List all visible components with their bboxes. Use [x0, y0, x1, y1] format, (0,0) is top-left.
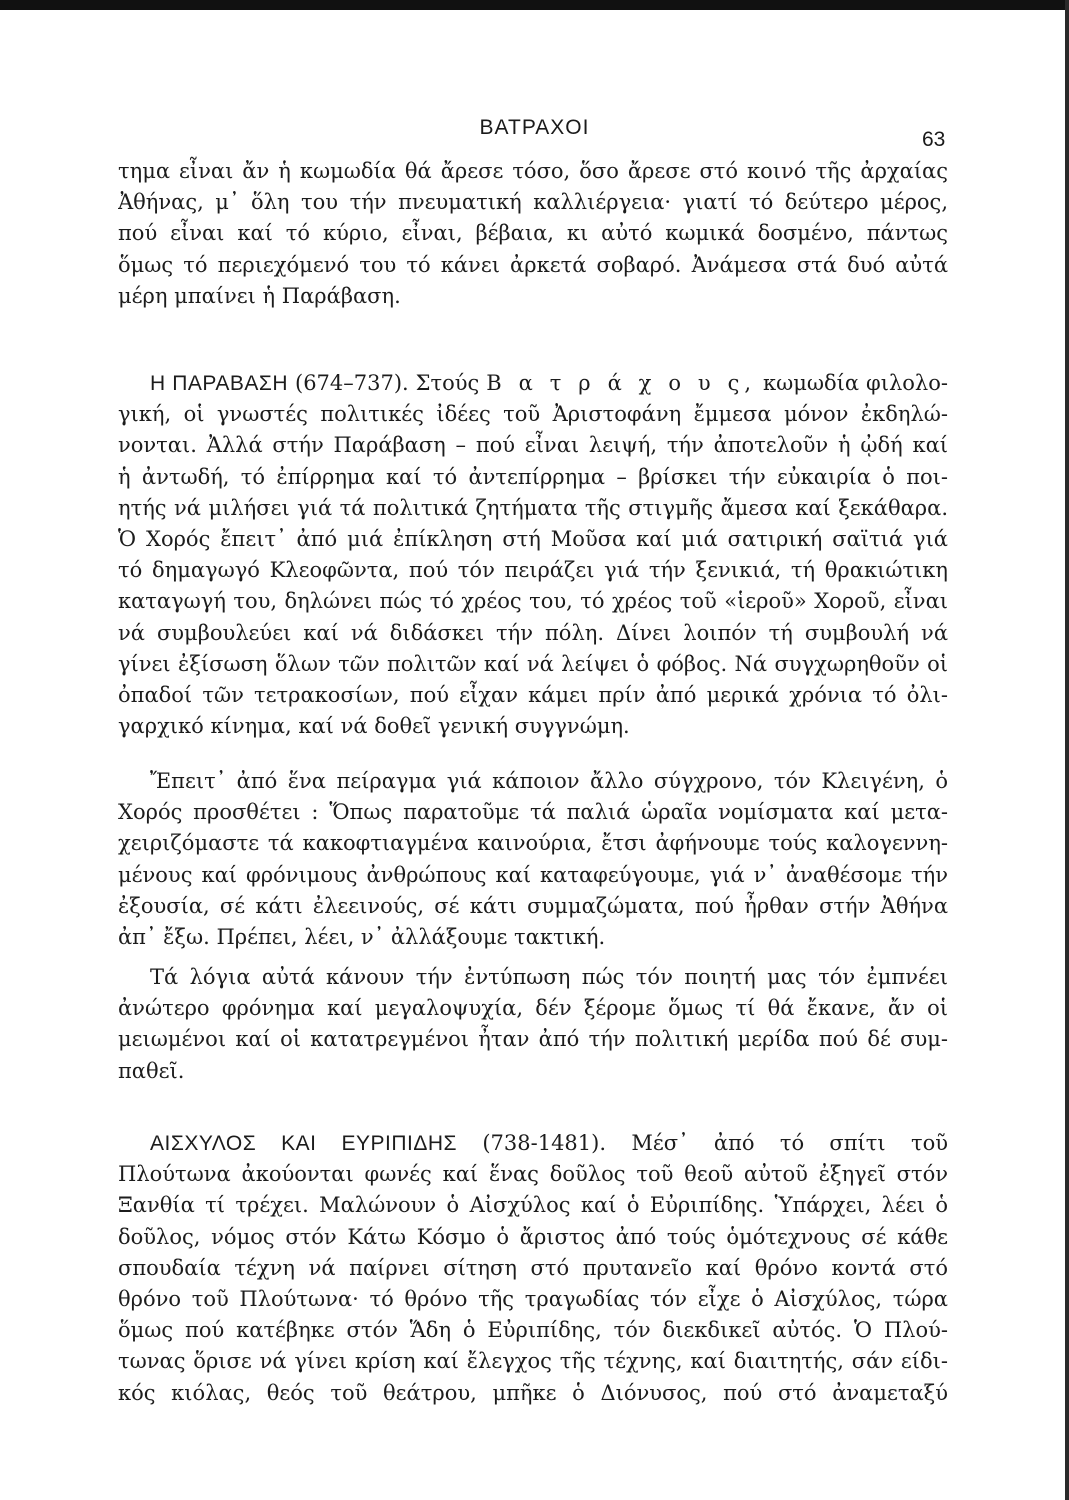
paragraph — [118, 766, 948, 953]
text-line: χειριζόμαστε τά κακοφτιαγμένα καινούρια, ἔτσι ἀφήνουμε τούς καλογεννη- — [118, 831, 948, 856]
text-line: νονται. Ἀλλά στήν Παράβαση – πού εἶναι λειψή, τήν ἀποτελοῦν ἡ ᾠδή καί — [118, 433, 948, 458]
text-line: Πλούτωνα ἀκούονται φωνές καί ἕνας δοῦλος τοῦ θεοῦ αὐτοῦ ἐξηγεῖ στόν — [118, 1162, 948, 1187]
text-line: ἀπ᾽ ἔξω. Πρέπει, λέει, ν᾽ ἀλλάξουμε τακτική. — [118, 924, 606, 949]
text-line: Ξανθία τί τρέχει. Μαλώνουν ὁ Αἰσχύλος καί ὁ Εὐριπίδης. Ὑπάρχει, λέει ὁ — [118, 1193, 948, 1218]
text-line: καταγωγή του, δηλώνει πώς τό χρέος του, τό χρέος τοῦ «ἱεροῦ» Χοροῦ, εἶναι — [118, 589, 948, 614]
text-line: Ἔπειτ᾽ ἀπό ἕνα πείραγμα γιά κάποιον ἄλλο σύγχρονο, τόν Κλειγένη, ὁ — [150, 769, 948, 793]
text-line: πού εἶναι καί τό κύριο, εἶναι, βέβαια, κι αὐτό κωμικά δοσμένο, πάντως — [118, 221, 948, 246]
text-line: θρόνο τοῦ Πλούτωνα· τό θρόνο τῆς τραγωδίας τόν εἶχε ὁ Αἰσχύλος, τώρα — [118, 1286, 948, 1311]
verse-range: (674–737). — [295, 371, 409, 395]
text-line: ὅμως τό περιεχόμενό του τό κάνει ἀρκετά σοβαρό. Ἀνάμεσα στά δυό αὐτά — [118, 252, 948, 277]
scan-top-border — [0, 0, 1069, 10]
paragraph — [118, 962, 948, 1087]
text-line: Ἀθήνας, μ᾽ ὅλη του τήν πνευματική καλλιέργεια· γιατί τό δεύτερο μέρος, — [118, 190, 948, 215]
text-fragment: Μέσ᾽ ἀπό τό σπίτι τοῦ — [631, 1131, 948, 1155]
play-title-spaced: Β α τ ρ ά χ ο υ ς, — [486, 371, 757, 395]
text-line: δοῦλος, νόμος στόν Κάτω Κόσμο ὁ ἄριστος ἀπό τούς ὁμότεχνους σέ κάθε — [118, 1224, 948, 1249]
text-line: ἐξουσία, σέ κάτι ἐλεεινούς, σέ κάτι συμμαζώματα, πού ἦρθαν στήν Ἀθήνα — [118, 893, 948, 918]
text-line: σπουδαία τέχνη νά παίρνει σίτηση στό πρυτανεῖο καί θρόνο κοντά στό — [118, 1255, 948, 1280]
text-line: μένους καί φρόνιμους ἀνθρώπους καί καταφεύγουμε, γιά ν᾽ ἀναθέσομε τήν — [118, 862, 948, 887]
text-line: ἀνώτερο φρόνημα καί μεγαλοψυχία, δέν ξέρομε ὅμως τί θά ἔκανε, ἄν οἱ — [118, 996, 948, 1021]
text-line: ὀπαδοί τῶν τετρακοσίων, πού εἶχαν κάμει πρίν ἀπό μερικά χρόνια τό ὀλι- — [118, 682, 948, 707]
text-line: γαρχικό κίνημα, καί νά δοθεῖ γενική συγγνώμη. — [118, 714, 630, 739]
section-heading-line — [118, 368, 948, 399]
text-line: ὅμως πού κατέβηκε στόν Ἅδη ὁ Εὐριπίδης, τόν διεκδικεῖ αὐτός. Ὁ Πλού- — [118, 1318, 948, 1343]
text-line: τό δημαγωγό Κλεοφῶντα, πού τόν πειράζει γιά τήν ξενικιά, τή θρακιώτικη — [118, 558, 948, 583]
text-line: γική, οἱ γνωστές πολιτικές ἰδέες τοῦ Ἀριστοφάνη ἔμμεσα μόνον ἐκδηλώ- — [118, 402, 948, 427]
text-fragment: Στούς — [415, 371, 480, 395]
text-line: παθεῖ. — [118, 1058, 185, 1083]
text-line: ητής νά μιλήσει γιά τά πολιτικά ζητήματα τῆς στιγμῆς ἄμεσα καί ξεκάθαρα. — [118, 495, 948, 520]
text-line: Τά λόγια αὐτά κάνουν τήν ἐντύπωση πώς τόν ποιητή μας τόν ἐμπνέει — [150, 965, 948, 989]
scan-right-border — [1065, 0, 1069, 1500]
section-heading-line — [118, 1128, 948, 1159]
text-fragment: κωμωδία φιλολο- — [763, 371, 948, 395]
text-line: νά συμβουλεύει καί νά διδάσκει τήν πόλη. Δίνει λοιπόν τή συμβουλή νά — [118, 620, 948, 645]
text-line: μειωμένοι καί οἱ κατατρεγμένοι ἦταν ἀπό τήν πολιτική μερίδα πού δέ συμ- — [118, 1027, 948, 1052]
text-line: ἡ ἀντωδή, τό ἐπίρρημα καί τό ἀντεπίρρημα – βρίσκει τήν εὐκαιρία ὁ ποι- — [118, 464, 948, 489]
section-aischylos-euripides — [118, 1128, 948, 1409]
text-line: Ὁ Χορός ἔπειτ᾽ ἀπό μιά ἐπίκληση στή Μοῦσα καί μιά σατιρική σαϊτιά γιά — [118, 526, 948, 551]
section-heading: ΑΙΣΧΥΛΟΣ ΚΑΙ ΕΥΡΙΠΙΔΗΣ — [150, 1132, 458, 1155]
paragraph-continuation — [118, 156, 948, 312]
page-number: 63 — [922, 128, 946, 151]
verse-range: (738-1481). — [482, 1131, 607, 1155]
section-heading: Η ΠΑΡΑΒΑΣΗ — [150, 372, 289, 395]
text-line: τωνας ὅρισε νά γίνει κρίση καί ἔλεγχος τῆς τέχνης, καί διαιτητής, σάν είδι- — [118, 1349, 948, 1374]
text-line: μέρη μπαίνει ἡ Παράβαση. — [118, 283, 401, 308]
text-line: κός κιόλας, θεός τοῦ θεάτρου, μπῆκε ὁ Διόνυσος, πού στό ἀναμεταξύ — [118, 1380, 948, 1405]
section-parabasi — [118, 368, 948, 742]
text-line: Χορός προσθέτει : Ὅπως παρατοῦμε τά παλιά ὡραῖα νομίσματα καί μετα- — [118, 800, 948, 825]
text-line: γίνει ἐξίσωση ὅλων τῶν πολιτῶν καί νά λείψει ὁ φόβος. Νά συγχωρηθοῦν οἱ — [118, 651, 948, 676]
running-title: ΒΑΤΡΑΧΟΙ — [479, 116, 590, 139]
text-line: τημα εἶναι ἄν ἡ κωμωδία θά ἄρεσε τόσο, ὅσο ἄρεσε στό κοινό τῆς ἀρχαίας — [118, 159, 948, 183]
